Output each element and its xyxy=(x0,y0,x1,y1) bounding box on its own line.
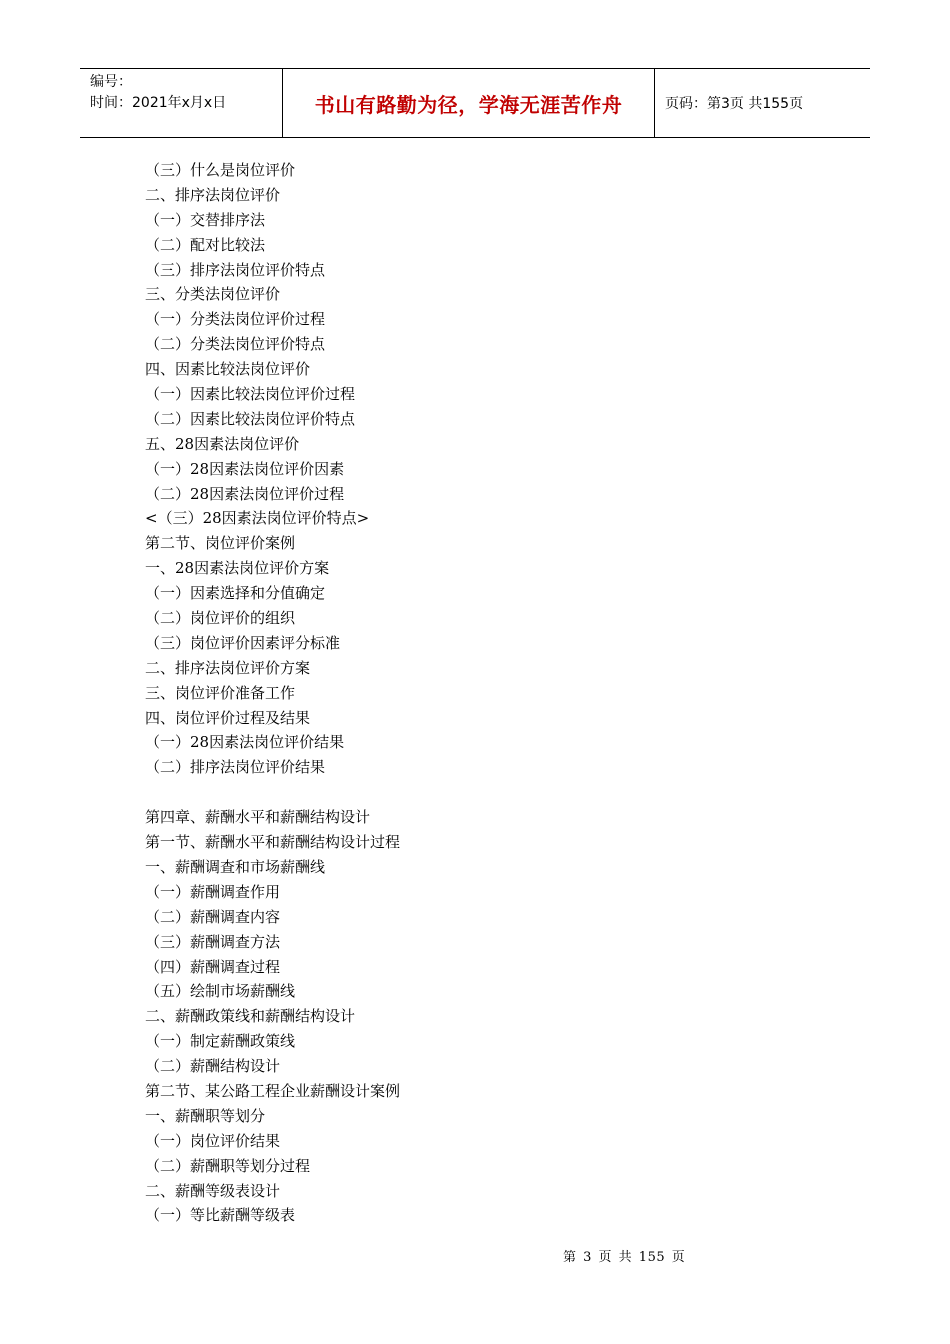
toc-line: （三）岗位评价因素评分标准 xyxy=(145,633,341,652)
toc-line: （二）排序法岗位评价结果 xyxy=(145,758,326,777)
toc-line: （一）因素比较法岗位评价过程 xyxy=(145,385,356,404)
toc-line: 一、28因素法岗位评价方案 xyxy=(145,559,330,578)
toc-line: （二）因素比较法岗位评价特点 xyxy=(145,409,356,428)
table-of-contents xyxy=(145,158,845,1228)
toc-line: （一）28因素法岗位评价结果 xyxy=(145,733,345,752)
toc-line: （二）岗位评价的组织 xyxy=(145,609,296,628)
toc-line: 四、因素比较法岗位评价 xyxy=(145,360,311,379)
toc-block-salary xyxy=(145,805,845,1228)
toc-line: （一）等比薪酬等级表 xyxy=(145,1206,296,1225)
toc-line: （五）绘制市场薪酬线 xyxy=(145,982,296,1001)
toc-line: （一）分类法岗位评价过程 xyxy=(145,310,326,329)
toc-line: （二）薪酬结构设计 xyxy=(145,1057,281,1076)
toc-line: 一、薪酬调查和市场薪酬线 xyxy=(145,857,326,876)
toc-line: <（三）28因素法岗位评价特点> xyxy=(145,509,370,528)
toc-line: （一）28因素法岗位评价因素 xyxy=(145,459,345,478)
toc-line: （二）28因素法岗位评价过程 xyxy=(145,484,345,503)
toc-line: （三）什么是岗位评价 xyxy=(145,161,296,179)
toc-line: （二）薪酬调查内容 xyxy=(145,907,281,926)
toc-line: （一）岗位评价结果 xyxy=(145,1131,281,1150)
toc-line: （二）配对比较法 xyxy=(145,235,266,254)
toc-line: （一）薪酬调查作用 xyxy=(145,882,281,901)
toc-line: 三、岗位评价准备工作 xyxy=(145,683,296,702)
toc-line: 第一节、薪酬水平和薪酬结构设计过程 xyxy=(145,833,401,852)
toc-line: （三）排序法岗位评价特点 xyxy=(145,260,326,279)
toc-line: （一）因素选择和分值确定 xyxy=(145,584,326,603)
toc-line: 第二节、岗位评价案例 xyxy=(145,534,296,553)
toc-line: 二、薪酬等级表设计 xyxy=(145,1181,281,1200)
page-header xyxy=(80,68,870,138)
toc-line: （四）薪酬调查过程 xyxy=(145,957,281,976)
toc-line: （三）薪酬调查方法 xyxy=(145,932,281,951)
toc-line: （一）制定薪酬政策线 xyxy=(145,1032,296,1051)
toc-line: 三、分类法岗位评价 xyxy=(145,285,281,304)
document-time-label: 时间：2021年x月x日 xyxy=(90,95,227,111)
toc-line: （二）薪酬职等划分过程 xyxy=(145,1156,311,1175)
header-meta xyxy=(80,69,282,137)
header-motto: 书山有路勤为径，学海无涯苦作舟 xyxy=(282,69,655,137)
toc-line: （二）分类法岗位评价特点 xyxy=(145,335,326,354)
toc-line: 五、28因素法岗位评价 xyxy=(145,434,300,453)
toc-block-evaluation xyxy=(145,158,845,780)
toc-line: 第二节、某公路工程企业薪酬设计案例 xyxy=(145,1081,401,1100)
toc-line: 四、岗位评价过程及结果 xyxy=(145,708,311,727)
toc-spacer xyxy=(145,780,845,805)
document-number-label: 编号： xyxy=(90,74,132,90)
toc-line: 二、薪酬政策线和薪酬结构设计 xyxy=(145,1007,356,1026)
header-page-info: 页码：第3页 共155页 xyxy=(665,96,804,112)
toc-line: 二、排序法岗位评价 xyxy=(145,185,281,204)
page-footer: 第 3 页 共 155 页 xyxy=(563,1250,686,1265)
toc-line: 二、排序法岗位评价方案 xyxy=(145,658,311,677)
toc-line: 第四章、薪酬水平和薪酬结构设计 xyxy=(145,808,371,827)
toc-line: （一）交替排序法 xyxy=(145,210,266,229)
toc-line: 一、薪酬职等划分 xyxy=(145,1106,266,1125)
